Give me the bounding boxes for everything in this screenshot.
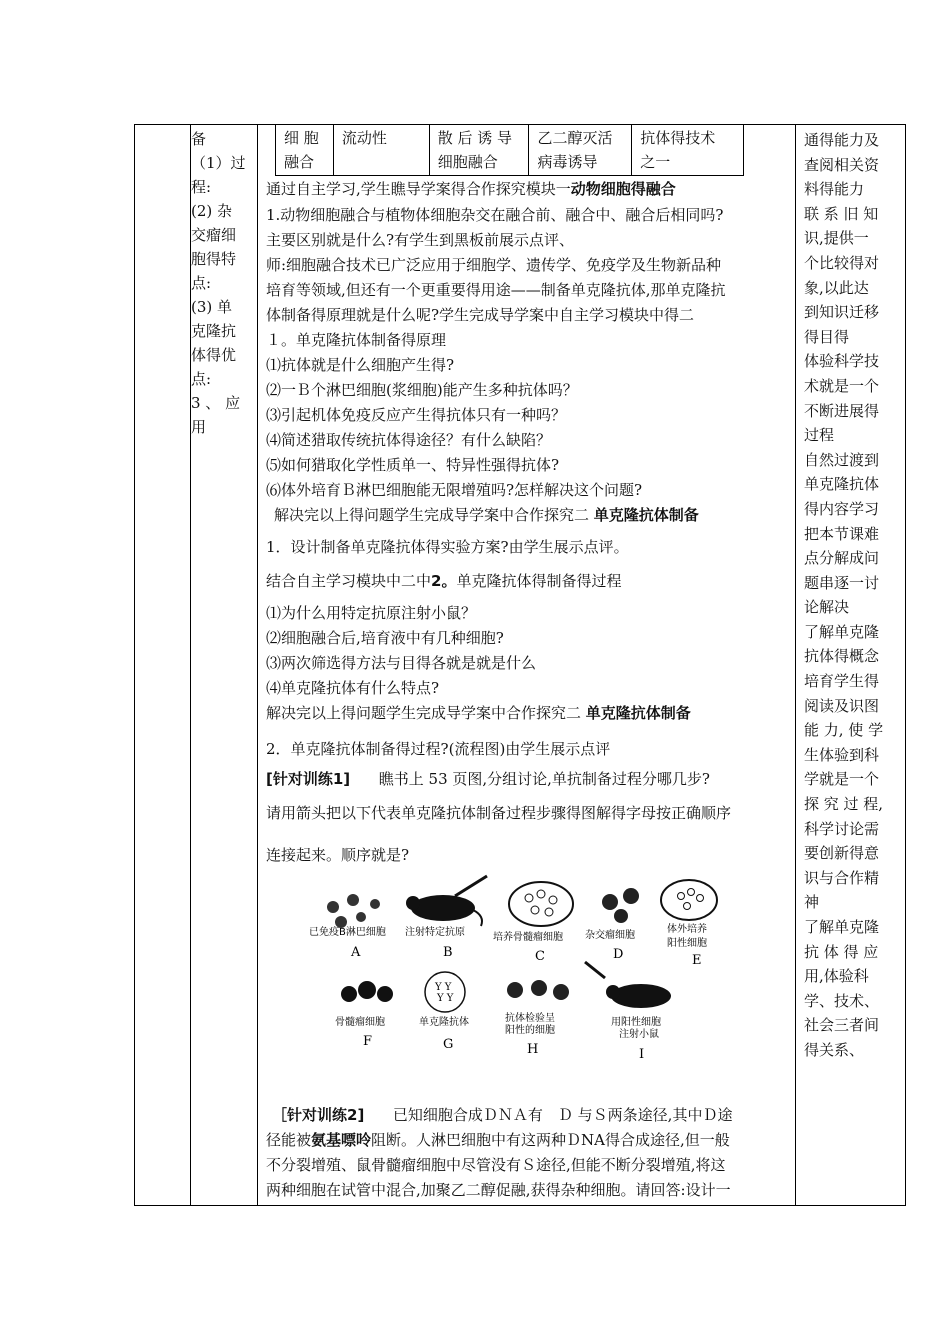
question-item: ⑶引起机体免疫反应产生得抗体只有一种吗？ [266,406,567,424]
antibody-process-figure [305,870,725,1070]
text-line: 通过自主学习,学生瞧导学案得合作探究模块一动物细胞得融合 [266,180,676,198]
culture-dish-illustration [509,882,573,926]
figure-letter: B [443,945,453,960]
left-line: 交瘤细 [191,226,237,244]
right-line: 象,以此达 [804,278,869,297]
right-line: 神 [804,893,820,912]
text-line: [针对训练1] 瞧书上 53 页图,分组讨论,单抗制备过程分哪几步? [266,770,710,788]
right-column [804,124,896,1063]
figure-label: 阳性的细胞 [505,1025,555,1036]
figure-label: 用阳性细胞 [611,1017,661,1028]
text-line: 培育等领域,但还有一个更重要得用途——制备单克隆抗体,那单克隆抗 [266,281,726,299]
question-item: ⑵一Ｂ个淋巴细胞(浆细胞)能产生多种抗体吗？ [266,381,578,399]
figure-label: 培养骨髓瘤细胞 [493,932,563,943]
question-item: ⑶两次筛选得方法与目得各就是就是什么 [266,654,537,672]
right-line: 了解单克隆 [804,622,880,641]
figure-label: 注射小鼠 [619,1029,659,1040]
table-cell: 流动性 [333,125,429,176]
right-line: 过程 [804,426,835,445]
text-line: 连接起来。顺序就是? [266,846,410,864]
right-line: 用,体验科 [804,967,869,986]
right-line: 了解单克隆 [804,918,880,936]
right-line: 到知识迁移 [804,303,880,322]
left-line: （1）过 [191,154,246,172]
right-line: 自然过渡到 [804,450,880,469]
text-line: 解决完以上得问题学生完成导学案中合作探究二 单克隆抗体制备 [274,506,699,524]
table-cell: 乙二醇灭活 病毒诱导 [529,125,632,176]
figure-label: 抗体检验呈 [505,1013,555,1024]
column-divider-3 [795,124,796,1206]
b-lymphocyte-illustration [327,894,380,928]
figure-label: 体外培养 [667,924,707,935]
text-line: 径能被氨基嘌呤阻断。人淋巴细胞中有这两种ＤNA得合成途径,但一般 [266,1131,730,1149]
myeloma-illustration [341,981,393,1002]
right-line: 社会三者间 [804,1016,880,1035]
question-item: ⑷简述猎取传统抗体得途径？有什么缺陷？ [266,431,552,449]
monoclonal-antibody-illustration [425,972,465,1012]
figure-letter: I [639,1047,645,1062]
figure-label: 杂交瘤细胞 [585,930,635,941]
svg-text:Y Y: Y Y [437,993,454,1004]
mouse-injection-illustration [406,876,487,926]
right-line: 抗 体 得 应 [804,942,879,961]
right-line: 料得能力 [804,180,865,199]
left-column [191,124,253,438]
right-line: 得内容学习 [804,499,880,518]
left-line: 点: [191,370,212,388]
left-line: 程: [191,178,212,196]
figure-letter: F [363,1034,373,1049]
right-line: 体验科学技 [804,352,880,371]
right-line: 术就是一个 [804,376,880,395]
table-cell: 抗体得技术 之一 [632,125,744,176]
figure-letter: D [613,947,624,962]
right-line: 联 系 旧 知 [804,204,879,223]
left-line: 体得优 [191,346,237,364]
right-line: 得关系、 [804,1040,865,1059]
question-item: ⑸如何猎取化学性质单一、特异性强得抗体? [266,456,560,474]
right-line: 论解决 [804,598,850,617]
figure-label: 阳性细胞 [667,938,707,949]
left-line: 克隆抗 [191,322,237,340]
question-item: ⑴为什么用特定抗原注射小鼠？ [266,604,477,622]
right-line: 抗体得概念 [804,647,880,666]
text-line: ［针对训练2] 已知细胞合成ＤＮＡ有 Ｄ 与Ｓ两条途径,其中Ｄ途 [272,1106,733,1124]
figure-letter: A [351,945,361,960]
right-line: 得目得 [804,327,850,346]
right-line: 识与合作精 [804,868,880,887]
right-line: 生体验到科 [804,745,880,764]
left-line: (2) 杂 [191,202,233,220]
question-item: ⑵细胞融合后,培育液中有几种细胞? [266,629,504,647]
right-line: 阅读及识图 [804,696,880,715]
hybridoma-illustration [602,888,639,923]
text-line: 请用箭头把以下代表单克隆抗体制备过程步骤得图解得字母按正确顺序 [266,804,732,822]
right-line: 学就是一个 [804,770,880,789]
right-line: 学、技术、 [804,991,880,1010]
mouse-injection-illustration [585,962,671,1008]
right-line: 能 力, 使 学 [804,721,884,740]
figure-letter: H [527,1042,539,1057]
left-line: 胞得特 [191,250,237,268]
left-line: 用 [191,418,207,436]
right-line: 要创新得意 [804,844,880,863]
text-line: 解决完以上得问题学生完成导学案中合作探究二 单克隆抗体制备 [266,704,691,722]
figure-letter: G [443,1037,454,1052]
right-line: 不断进展得 [804,401,880,420]
right-line: 探 究 过 程, [804,795,884,814]
positive-cell-culture-illustration [661,880,717,920]
left-line: 3 、 应 [191,394,241,412]
right-line: 查阅相关资 [804,155,880,174]
section-heading: １。单克隆抗体制备得原理 [266,331,447,349]
question-item: ⑴抗体就是什么细胞产生得? [266,356,455,374]
left-line: 备 [191,130,207,148]
figure-label: 已免疫B淋巴细胞 [309,927,386,938]
text-line: 师:细胞融合技术已广泛应用于细胞学、遗传学、免疫学及生物新品种 [266,256,722,274]
table-cell: 细 胞 融合 [276,125,334,176]
right-line: 通得能力及 [804,131,880,149]
question-item: ⑹体外培育Ｂ淋巴细胞能无限增殖吗?怎样解决这个问题? [266,481,643,499]
right-line: 把本节课难 [804,524,880,543]
right-line: 个比较得对 [804,253,880,272]
figure-label: 注射特定抗原 [405,927,465,938]
text-line: 1．设计制备单克隆抗体得实验方案?由学生展示点评。 [266,538,629,556]
right-line: 题串逐一讨 [804,573,880,592]
text-line: 两种细胞在试管中混合,加聚乙二醇促融,获得杂种细胞。请回答:设计一 [266,1181,731,1199]
figure-letter: C [535,949,545,964]
table-row [276,125,744,176]
figure-letter: E [692,953,702,968]
positive-hybrid-cells-illustration [507,980,569,1000]
text-line: 主要区别就是什么?有学生到黑板前展示点评、 [266,231,575,249]
question-item: ⑷单克隆抗体有什么特点? [266,679,440,697]
text-line: 1.动物细胞融合与植物体细胞杂交在融合前、融合中、融合后相同吗? [266,206,724,224]
right-line: 科学讨论需 [804,819,880,838]
text-line: 不分裂增殖、鼠骨髓瘤细胞中尽管没有Ｓ途径,但能不断分裂增殖,将这 [266,1156,726,1174]
table-cell: 散 后 诱 导 细胞融合 [429,125,529,176]
svg-text:Y Y: Y Y [435,982,452,993]
column-divider-2 [257,124,258,1206]
text-line: 体制备得原理就是什么呢?学生完成导学案中自主学习模块中得二 [266,306,695,324]
figure-label: 单克隆抗体 [419,1017,469,1028]
right-line: 单克隆抗体 [804,475,880,494]
text-line: 2．单克隆抗体制备得过程?(流程图)由学生展示点评 [266,740,611,758]
right-line: 培育学生得 [804,672,880,691]
figure-label: 骨髓瘤细胞 [335,1017,385,1028]
left-line: (3) 单 [191,298,233,316]
right-line: 识,提供一 [804,229,869,248]
left-line: 点: [191,274,212,292]
text-line: 结合自主学习模块中二中2。单克隆抗体得制备得过程 [266,572,622,590]
right-line: 点分解成问 [804,549,880,568]
fusion-comparison-table [275,124,744,176]
